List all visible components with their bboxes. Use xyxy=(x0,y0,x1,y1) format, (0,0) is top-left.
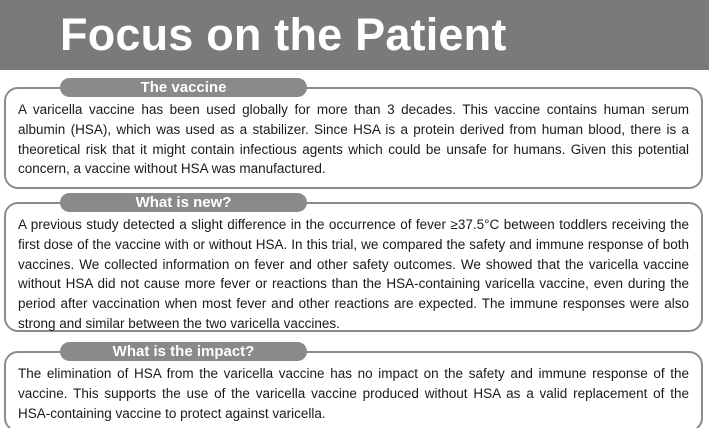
section-body-text: A varicella vaccine has been used globally for more than 3 decades. This vaccine contains human serum albumin (HSA), which was used as a stabilizer. Since HSA is a protein derived from human blood, there is a theoretical risk that it might contain infectious agents which could be unsafe for humans. Given this potential concern, a vaccine without HSA was manufactured. xyxy=(18,102,689,177)
section-box xyxy=(4,202,703,332)
header-banner xyxy=(0,0,709,70)
section-box xyxy=(4,351,703,428)
section-body-text: A previous study detected a slight difference in the occurrence of fever ≥37.5°C between toddlers receiving the first dose of the vaccine with or without HSA. In this trial, we compared the safety and immune response of both vaccines. We collected information on fever and other safety outcomes. We showed that the varicella vaccine without HSA did not cause more fever or reactions than the HSA-containing varicella vaccine, even during the period after vaccination when most fever and other reactions are expected. The immune responses were also strong and similar between the two varicella vaccines. xyxy=(18,217,689,331)
section-heading-pill: What is the impact? xyxy=(60,342,307,361)
section-box xyxy=(4,87,703,189)
section-heading-pill: What is new? xyxy=(60,193,307,212)
section-heading-pill: The vaccine xyxy=(60,78,307,97)
section-body-text: The elimination of HSA from the varicella vaccine has no impact on the safety and immune response of the vaccine. This supports the use of the varicella vaccine produced without HSA as a valid replacement of the HSA-containing vaccine to protect against varicella. xyxy=(18,366,689,421)
page-title: Focus on the Patient xyxy=(60,9,507,60)
